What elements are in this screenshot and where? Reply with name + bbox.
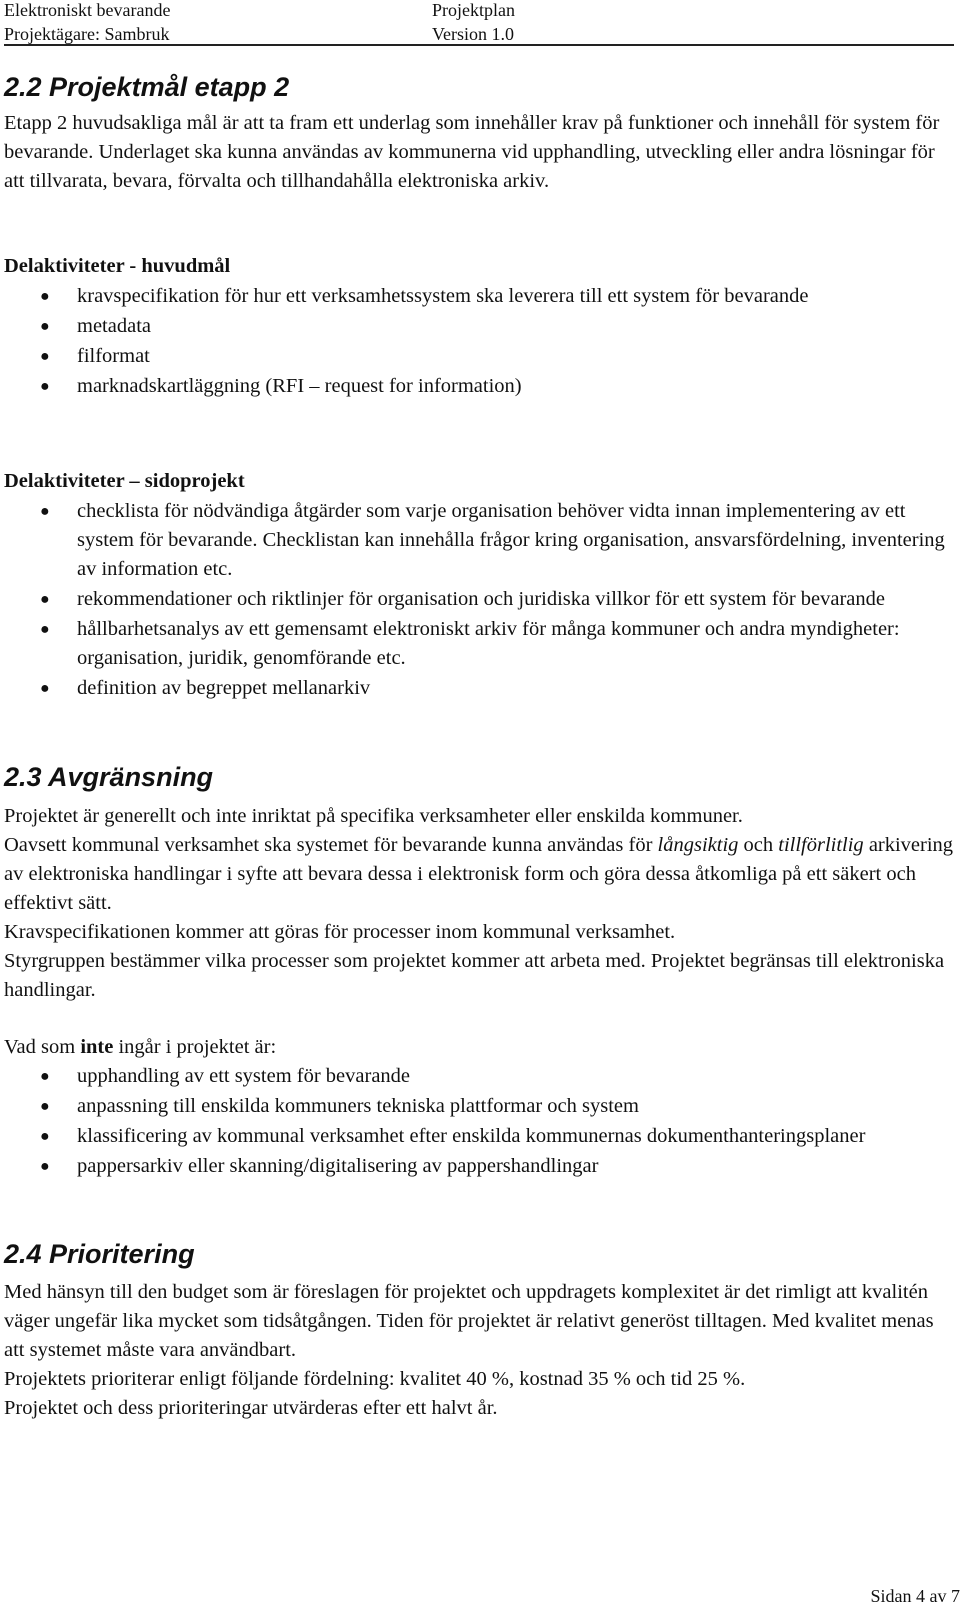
bullet-icon: ● bbox=[40, 1068, 50, 1085]
bullet-icon: ● bbox=[40, 378, 50, 395]
list-item: ● hållbarhetsanalys av ett gemensamt elektroniskt arkiv för många kommuner och andra myndigheter: organisation, juridik, genomförande etc. bbox=[4, 615, 954, 673]
page-number: Sidan 4 av 7 bbox=[870, 1586, 960, 1606]
header-divider bbox=[4, 44, 954, 46]
subheading-side-project: Delaktiviteter – sidoprojekt bbox=[4, 470, 245, 492]
list-item: ● rekommendationer och riktlinjer för organisation och juridiska villkor för ett system för bevarande bbox=[4, 585, 954, 614]
header-owner: Projektägare: Sambruk bbox=[4, 24, 170, 44]
list-item: ● kravspecifikation för hur ett verksamhetssystem ska leverera till ett system för bevarande bbox=[4, 282, 954, 311]
paragraph: Med hänsyn till den budget som är föreslagen för projektet och uppdragets komplexitet är det rimligt att kvalitén väger ungefär lika mycket som tidsåtgången. Tiden för projektet är relativt generöst tilltagen. Med kvalitet menas att systemet måste vara användbart. bbox=[4, 1281, 934, 1361]
subheading-main-goal: Delaktiviteter - huvudmål bbox=[4, 255, 231, 277]
intro-paragraph: Etapp 2 huvudsakliga mål är att ta fram ett underlag som innehåller krav på funktioner och innehåll för system för bevarande. Underlaget ska kunna användas av kommunerna vid upphandling, utveckling eller andra lösningar för att tillvarata, bevara, förvalta och tillhandahålla elektroniska arkiv. bbox=[4, 112, 940, 192]
bullet-icon: ● bbox=[40, 1098, 50, 1115]
list-item: ● anpassning till enskilda kommuners tekniska plattformar och system bbox=[4, 1092, 954, 1121]
bullet-icon: ● bbox=[40, 503, 50, 520]
paragraph: Projektet och dess prioriteringar utvärderas efter ett halvt år. bbox=[4, 1397, 498, 1419]
list-item: ● filformat bbox=[4, 342, 954, 371]
header-version: Version 1.0 bbox=[432, 24, 514, 44]
list-item: ● pappersarkiv eller skanning/digitalisering av pappershandlingar bbox=[4, 1152, 954, 1181]
section-heading-2-4: 2.4 Prioritering bbox=[4, 1239, 195, 1269]
bullet-icon: ● bbox=[40, 591, 50, 608]
section-2-4-body bbox=[4, 1278, 954, 1423]
subactivities-side bbox=[4, 467, 954, 704]
exclusions-list bbox=[4, 1062, 954, 1181]
section-heading-2-2: 2.2 Projektmål etapp 2 bbox=[4, 72, 290, 102]
side-project-list bbox=[4, 497, 954, 703]
bullet-icon: ● bbox=[40, 1158, 50, 1175]
section-2-2-intro bbox=[4, 109, 954, 196]
list-item: ● checklista för nödvändiga åtgärder som varje organisation behöver vidta innan implementering av ett system för bevarande. Checklistan kan innehålla frågor kring organisation, ansvarsfördelning, inventering av information etc. bbox=[4, 497, 954, 584]
list-item: ● klassificering av kommunal verksamhet efter enskilda kommunernas dokumenthanteringsplaner bbox=[4, 1122, 954, 1151]
list-item: ● metadata bbox=[4, 312, 954, 341]
header-middle bbox=[432, 0, 515, 46]
paragraph: Projektets prioriterar enligt följande fördelning: kvalitet 40 %, kostnad 35 % och tid 25 %. bbox=[4, 1368, 746, 1390]
section-2-3-body bbox=[4, 802, 954, 1182]
bullet-icon: ● bbox=[40, 318, 50, 335]
paragraph: Kravspecifikationen kommer att göras för processer inom kommunal verksamhet. bbox=[4, 921, 676, 943]
bullet-icon: ● bbox=[40, 288, 50, 305]
bullet-icon: ● bbox=[40, 348, 50, 365]
list-item: ● upphandling av ett system för bevarande bbox=[4, 1062, 954, 1091]
list-item: ● marknadskartläggning (RFI – request for information) bbox=[4, 372, 954, 401]
main-goal-list bbox=[4, 282, 954, 401]
bullet-icon: ● bbox=[40, 1128, 50, 1145]
bullet-icon: ● bbox=[40, 621, 50, 638]
paragraph: Oavsett kommunal verksamhet ska systemet för bevarande kunna användas för långsiktig och tillförlitlig arkivering av elektroniska handlingar i syfte att bevara dessa i elektronisk form och göra dessa åtkomliga på ett säkert och effektivt sätt. bbox=[4, 834, 954, 914]
section-heading-2-3: 2.3 Avgränsning bbox=[4, 762, 214, 792]
header-title: Elektroniskt bevarande bbox=[4, 0, 171, 20]
paragraph: Vad som inte ingår i projektet är: bbox=[4, 1036, 277, 1058]
bullet-icon: ● bbox=[40, 680, 50, 697]
page-header bbox=[4, 0, 954, 46]
subactivities-main bbox=[4, 252, 954, 402]
paragraph: Projektet är generellt och inte inriktat på specifika verksamheter eller enskilda kommuner. bbox=[4, 805, 743, 827]
header-doc-type: Projektplan bbox=[432, 0, 515, 20]
paragraph: Styrgruppen bestämmer vilka processer som projektet kommer att arbeta med. Projektet begränsas till elektroniska handlingar. bbox=[4, 950, 945, 1001]
list-item: ● definition av begreppet mellanarkiv bbox=[4, 674, 954, 703]
header-left bbox=[4, 0, 170, 46]
